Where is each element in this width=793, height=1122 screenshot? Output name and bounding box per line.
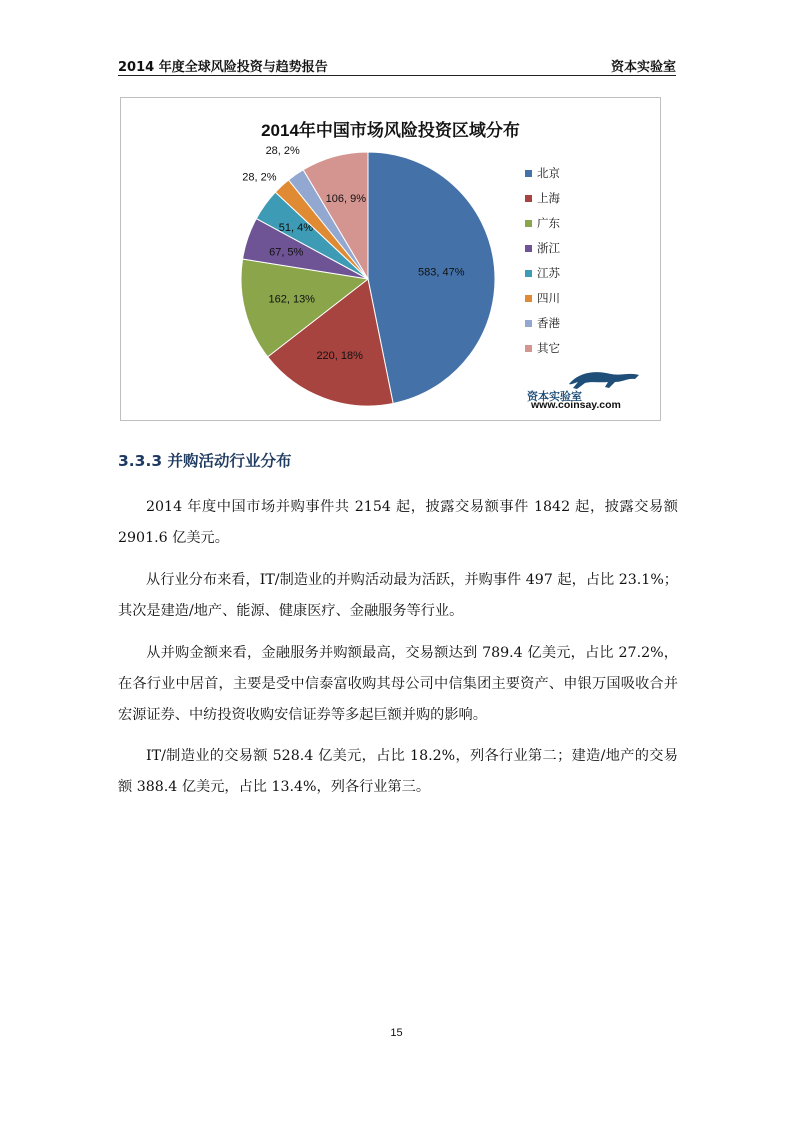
publisher-logo — [525, 366, 645, 414]
cheetah-logo-icon — [565, 366, 645, 390]
legend-item — [525, 241, 635, 266]
legend-label: 广东 — [537, 216, 560, 230]
page-number: 15 — [390, 1027, 403, 1039]
header-divider — [118, 75, 676, 76]
legend-swatch — [525, 170, 532, 177]
header-publisher: 资本实验室 — [610, 60, 676, 75]
legend-item — [525, 191, 635, 216]
pie-data-label: 220, 18% — [316, 350, 363, 363]
legend-label: 上海 — [537, 191, 560, 205]
legend-item — [525, 166, 635, 191]
legend-item — [525, 291, 635, 316]
legend-label: 北京 — [537, 166, 560, 180]
logo-url-text: www.coinsay.com — [531, 399, 621, 411]
pie-data-label: 67, 5% — [269, 246, 304, 259]
pie-data-label: 28, 2% — [265, 144, 300, 157]
legend-label: 四川 — [537, 291, 560, 305]
paragraph-1: 2014 年度中国市场并购事件共 2154 起，披露交易额事件 1842 起，披露交易额 2901.6 亿美元。 — [118, 499, 678, 546]
pie-data-label: 583, 47% — [418, 266, 465, 279]
legend-swatch — [525, 245, 532, 252]
pie-chart-svg — [121, 98, 521, 420]
legend-label: 其它 — [537, 341, 560, 355]
legend-swatch — [525, 320, 532, 327]
legend-item — [525, 341, 635, 366]
chart-legend — [525, 166, 635, 366]
legend-label: 浙江 — [537, 241, 560, 255]
section-heading: 3.3.3 并购活动行业分布 — [118, 452, 292, 470]
legend-swatch — [525, 295, 532, 302]
pie-data-label: 28, 2% — [242, 171, 277, 184]
pie-data-label: 162, 13% — [268, 293, 315, 306]
legend-swatch — [525, 270, 532, 277]
paragraph-2: 从行业分布来看，IT/制造业的并购活动最为活跃，并购事件 497 起，占比 23.1%；其次是建造/地产、能源、健康医疗、金融服务等行业。 — [118, 572, 678, 619]
pie-chart — [120, 97, 661, 421]
legend-item — [525, 266, 635, 291]
paragraph-4: IT/制造业的交易额 528.4 亿美元，占比 18.2%，列各行业第二；建造/地产的交易额 388.4 亿美元，占比 13.4%，列各行业第三。 — [118, 748, 678, 795]
pie-data-label: 106, 9% — [325, 193, 367, 206]
legend-label: 香港 — [537, 316, 560, 330]
legend-item — [525, 216, 635, 241]
legend-label: 江苏 — [537, 266, 560, 280]
legend-swatch — [525, 195, 532, 202]
legend-item — [525, 316, 635, 341]
chart-title: 2014年中国市场风险投资区域分布 — [261, 121, 520, 140]
pie-data-label: 51, 4% — [278, 222, 314, 235]
paragraph-3: 从并购金额来看，金融服务并购额最高，交易额达到 789.4 亿美元，占比 27.2%，在各行业中居首，主要是受中信泰富收购其母公司中信集团主要资产、申银万国吸收合并宏源证券、中纺投资收购安信证券等多起巨额并购的影响。 — [118, 645, 678, 723]
legend-swatch — [525, 345, 532, 352]
logo-brand-text: 资本实验室 — [527, 390, 582, 403]
header-report-title: 2014 年度全球风险投资与趋势报告 — [118, 60, 328, 75]
legend-swatch — [525, 220, 532, 227]
